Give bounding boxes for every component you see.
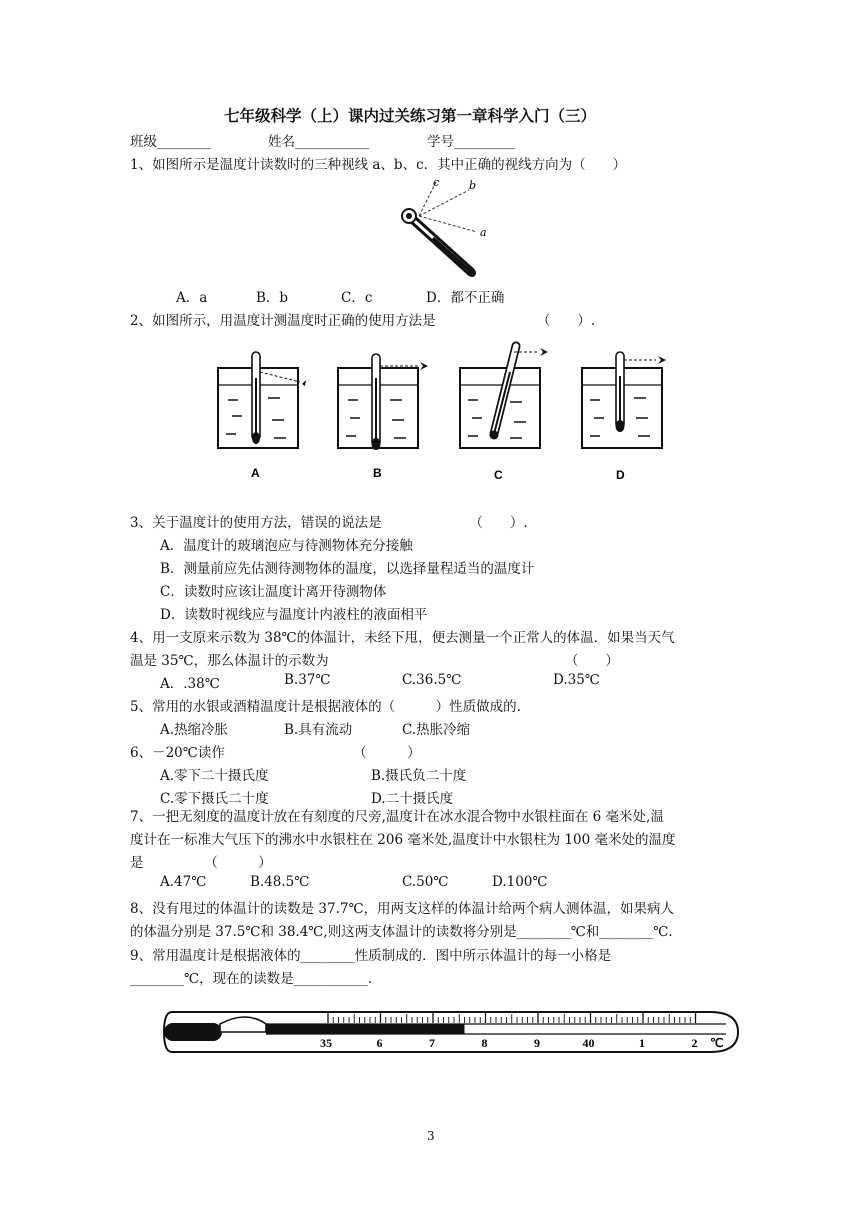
q7-option-c: C.50℃	[402, 874, 449, 890]
q5-option-c: C.热胀冷缩	[402, 722, 471, 738]
scale-label: 35	[320, 1036, 332, 1050]
clinical-thermometer-figure	[158, 998, 758, 1064]
q6-option-c: C.零下摄氏二十度	[160, 791, 269, 807]
label-c: c	[433, 176, 440, 189]
label-a: a	[480, 226, 487, 239]
scale-label: 40	[582, 1036, 595, 1050]
class-field: 班级________	[130, 134, 211, 150]
thermometer-bulb	[164, 1023, 222, 1041]
scale-label: 9	[534, 1036, 540, 1050]
q6-option-d: D.二十摄氏度	[371, 791, 454, 807]
page-number: 3	[427, 1129, 435, 1143]
scale-label: 1	[639, 1036, 645, 1050]
q3-stem: 3、关于温度计的使用方法，错误的说法是 （ ）.	[130, 515, 528, 531]
q3-option-d: D．读数时视线应与温度计内液柱的液面相平	[160, 607, 428, 623]
q4-stem-line2: 温是 35℃，那么体温计的示数为 （ ）	[130, 653, 619, 669]
sight-line-b	[419, 190, 469, 216]
q4-option-d: D.35℃	[553, 672, 600, 688]
mercury-column	[266, 1024, 465, 1034]
q4-option-c: C.36.5℃	[402, 672, 462, 688]
q7-option-b: B.48.5℃	[250, 874, 310, 890]
q7-option-a: A.47℃	[160, 874, 207, 890]
student-id-field: 学号_________	[427, 134, 515, 150]
q8-stem-line1: 8、没有甩过的体温计的读数是 37.7℃，用两支这样的体温计给两个病人测体温，如果病人	[130, 901, 675, 917]
beaker-label-a: A	[251, 466, 260, 480]
q3-option-a: A．温度计的玻璃泡应与待测物体充分接触	[160, 538, 413, 554]
q7-option-d: D.100℃	[492, 874, 548, 890]
q6-option-b: B.摄氏负二十度	[371, 768, 467, 784]
unit-label: ℃	[710, 1036, 724, 1050]
q8-stem-line2: 的体温分别是 37.5℃和 38.4℃,则这两支体温计的读数将分别是________℃和________℃.	[130, 924, 673, 940]
q7-stem-line2: 度计在一标准大气压下的沸水中水银柱在 206 毫米处,温度计中水银柱为 100 毫米处的温度	[130, 832, 676, 848]
beaker-c	[460, 346, 548, 448]
scale-label: 6	[376, 1036, 383, 1050]
q4-stem-line1: 4、用一支原来示数为 38℃的体温计，未经下甩，便去测量一个正常人的体温．如果当天气	[130, 630, 675, 646]
beaker-label-c: C	[494, 468, 503, 482]
page-title: 七年级科学（上）课内过关练习第一章科学入门（三）	[224, 106, 597, 125]
q5-option-b: B.具有流动	[284, 722, 353, 738]
q3-option-c: C．读数时应该让温度计离开待测物体	[160, 584, 387, 600]
q1-option-b: B．b	[256, 290, 289, 306]
beaker-b	[338, 354, 428, 450]
scale-label: 7	[429, 1036, 435, 1050]
q6-stem: 6、－20℃读作 （ ）	[130, 745, 421, 761]
q7-stem-line1: 7、一把无刻度的温度计放在有刻度的尺旁,温度计在冰水混合物中水银柱面在 6 毫米处,温	[130, 809, 664, 825]
q4-option-b: B.37℃	[284, 672, 331, 688]
beaker-label-b: B	[373, 466, 382, 480]
q1-figure	[395, 172, 535, 287]
scale-label: 8	[481, 1036, 488, 1050]
q3-option-b: B．测量前应先估测待测物体的温度，以选择量程适当的温度计	[160, 561, 535, 577]
scale-label: 2	[691, 1036, 698, 1050]
q1-option-c: C．c	[341, 290, 373, 306]
beaker-a	[218, 352, 306, 448]
q2-stem: 2、如图所示，用温度计测温度时正确的使用方法是 （ ）.	[130, 313, 596, 329]
q5-option-a: A.热缩冷胀	[160, 722, 229, 738]
q1-option-d: D．都不正确	[426, 290, 505, 306]
q1-stem: 1、如图所示是温度计读数时的三种视线 a、b、c．其中正确的视线方向为（ ）	[130, 157, 627, 173]
name-field: 姓名___________	[268, 134, 370, 150]
q9-stem-line2: ________℃，现在的读数是___________.	[130, 971, 373, 987]
beaker-d	[582, 352, 666, 448]
beaker-label-d: D	[616, 468, 625, 482]
q4-option-a: A．.38℃	[160, 676, 220, 692]
q9-stem-line1: 9、常用温度计是根据液体的________性质制成的．图中所示体温计的每一小格是	[130, 948, 612, 964]
q2-figure	[210, 338, 680, 483]
label-b: b	[469, 179, 477, 192]
q6-option-a: A.零下二十摄氏度	[160, 768, 269, 784]
q1-option-a: A．a	[176, 290, 208, 306]
q7-stem-line3: 是 （ ）	[130, 855, 272, 871]
q5-stem: 5、常用的水银或酒精温度计是根据液体的（ ）性质做成的.	[130, 699, 521, 715]
